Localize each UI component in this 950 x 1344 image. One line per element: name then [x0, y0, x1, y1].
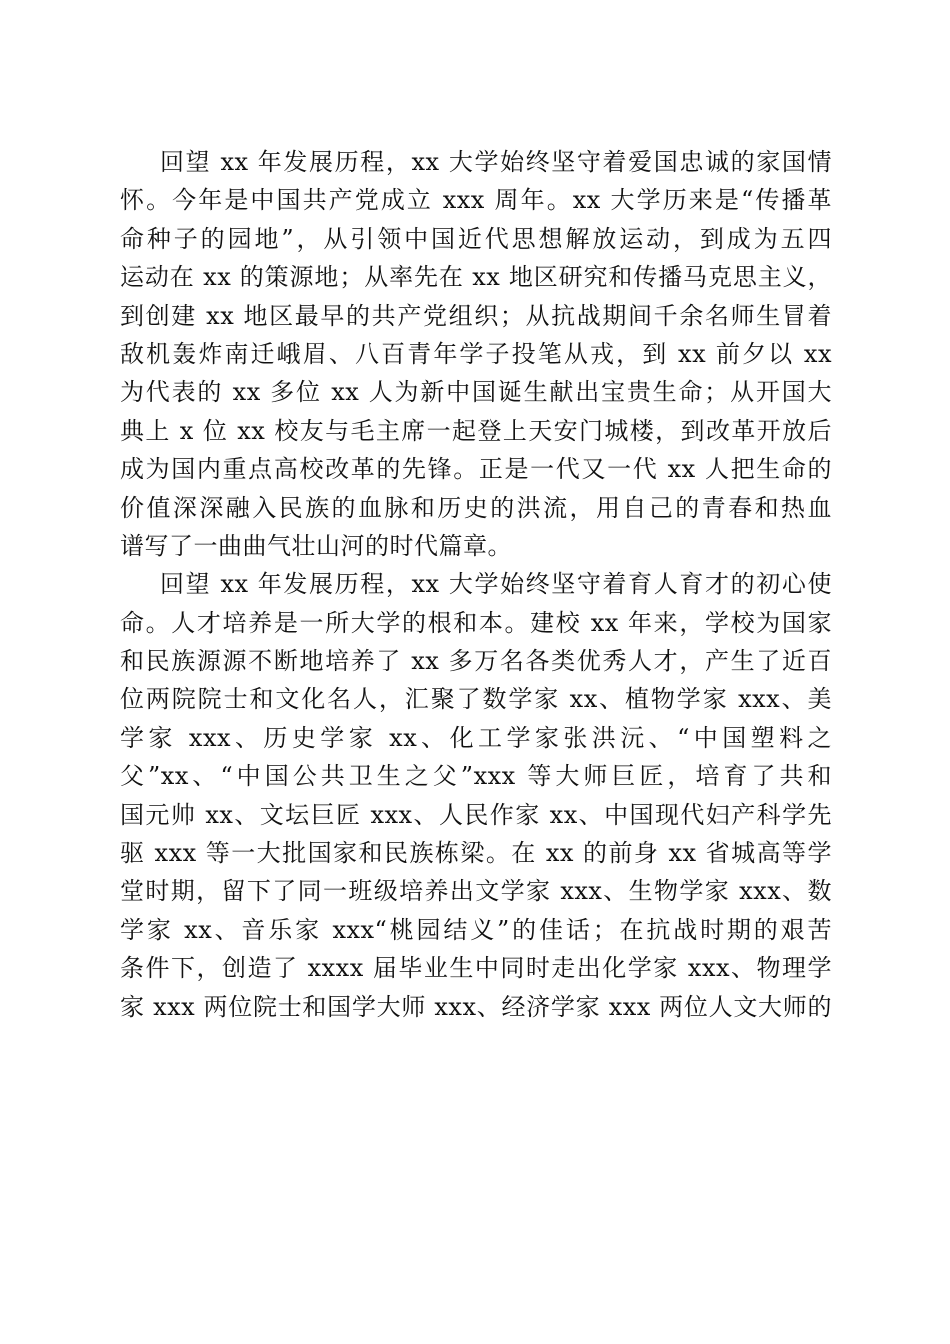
paragraph-patriotism [120, 143, 832, 565]
paragraph-line: 条件下，创造了 xxxx 届毕业生中同时走出化学家 xxx、物理学 [120, 954, 832, 983]
paragraph-line: 到创建 xx 地区最早的共产党组织；从抗战期间千余名师生冒着 [120, 301, 832, 330]
paragraph-line: 学家 xx、音乐家 xxx“桃园结义”的佳话；在抗战时期的艰苦 [120, 915, 832, 944]
paragraph-line: 驱 xxx 等一大批国家和民族栋梁。在 xx 的前身 xx 省城高等学 [120, 839, 832, 868]
body-text [120, 143, 832, 1026]
paragraph-line: 和民族源源不断地培养了 xx 多万名各类优秀人才，产生了近百 [120, 647, 832, 676]
paragraph-line: 回望 xx 年发展历程，xx 大学始终坚守着爱国忠诚的家国情 [160, 148, 832, 176]
paragraph-line: 命。人才培养是一所大学的根和本。建校 xx 年来，学校为国家 [120, 608, 832, 637]
paragraph-line: 父”xx、“中国公共卫生之父”xxx 等大师巨匠，培育了共和 [120, 762, 832, 791]
paragraph-line: 国元帅 xx、文坛巨匠 xxx、人民作家 xx、中国现代妇产科学先 [120, 800, 832, 829]
paragraph-line: 命种子的园地”，从引领中国近代思想解放运动，到成为五四 [120, 224, 832, 253]
paragraph-line: 运动在 xx 的策源地；从率先在 xx 地区研究和传播马克思主义， [120, 263, 832, 292]
paragraph-line: 怀。今年是中国共产党成立 xxx 周年。xx 大学历来是“传播革 [120, 186, 832, 215]
paragraph-line: 为代表的 xx 多位 xx 人为新中国诞生献出宝贵生命；从开国大 [120, 378, 832, 407]
paragraph-line: 典上 x 位 xx 校友与毛主席一起登上天安门城楼，到改革开放后 [120, 416, 832, 445]
paragraph-line: 成为国内重点高校改革的先锋。正是一代又一代 xx 人把生命的 [120, 455, 832, 484]
paragraph-line: 堂时期，留下了同一班级培养出文学家 xxx、生物学家 xxx、数 [120, 877, 832, 906]
paragraph-line: 位两院院士和文化名人，汇聚了数学家 xx、植物学家 xxx、美 [120, 685, 832, 714]
paragraph-line: 敌机轰炸南迁峨眉、八百青年学子投笔从戎，到 xx 前夕以 xx [120, 339, 832, 368]
paragraph-line: 学家 xxx、历史学家 xx、化工学家张洪沅、“中国塑料之 [120, 723, 832, 752]
paragraph-line: 回望 xx 年发展历程，xx 大学始终坚守着育人育才的初心使 [160, 570, 832, 599]
paragraph-line: 谱写了一曲曲气壮山河的时代篇章。 [120, 531, 512, 560]
paragraph-line: 家 xxx 两位院士和国学大师 xxx、经济学家 xxx 两位人文大师的 [120, 992, 832, 1021]
paragraph-line: 价值深深融入民族的血脉和历史的洪流，用自己的青春和热血 [120, 493, 832, 522]
paragraph-education [120, 565, 832, 1026]
